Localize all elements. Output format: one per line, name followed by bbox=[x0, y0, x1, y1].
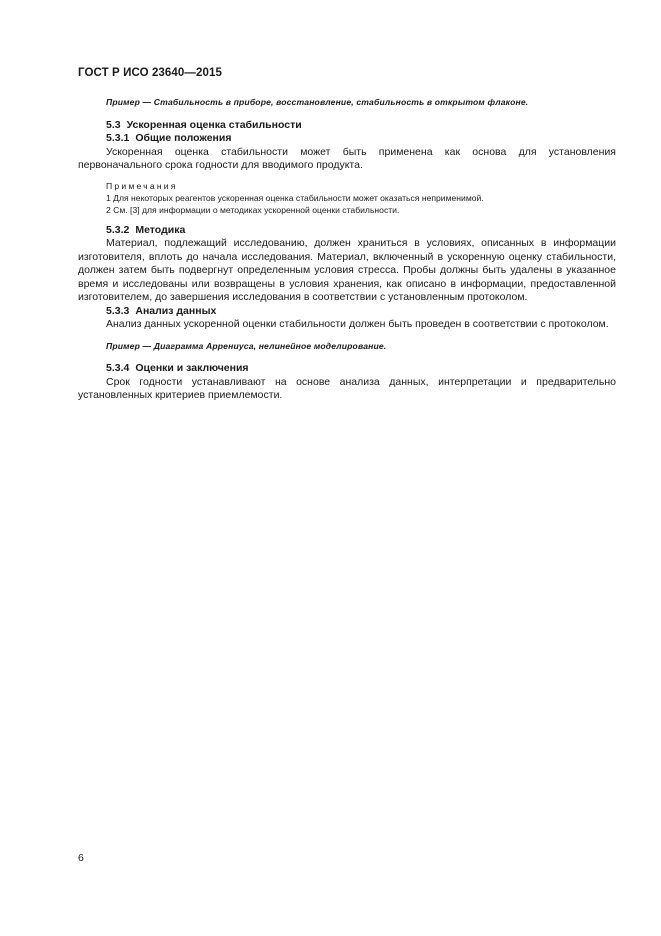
section-5-3-4-number: 5.3.4 bbox=[106, 362, 130, 374]
section-5-3-3-heading bbox=[78, 305, 616, 319]
example-2-lead: Пример — bbox=[106, 340, 152, 351]
section-5-3-2-heading bbox=[78, 224, 616, 238]
section-5-3-4-title: Оценки и заключения bbox=[135, 362, 249, 374]
section-5-3-2-body: Материал, подлежащий исследованию, должен храниться в условиях, описанных в информации изготовителя, вплоть до начала исследования. Материал, включенный в ускоренную оценку стабильности, должен затем быть подвергнут определенным условия стресса. Пробы должны быть удалены в указанное время и исследованы или возвращены в условия хранения, как описано в информации, предоставленной изготовителем, до завершения исследования в соответствии с установленным протоколом. bbox=[78, 237, 616, 303]
notes-title: Примечания bbox=[106, 180, 178, 191]
page-header: ГОСТ Р ИСО 23640—2015 bbox=[78, 67, 223, 79]
section-5-3-3-title: Анализ данных bbox=[135, 304, 217, 317]
example-2-text: Диаграмма Аррениуса, нелинейное моделирование. bbox=[153, 340, 387, 351]
document-body bbox=[78, 96, 616, 403]
section-5-3-4-heading bbox=[78, 362, 616, 376]
section-5-3-3-number: 5.3.3 bbox=[106, 304, 130, 317]
section-5-3-1-number: 5.3.1 bbox=[106, 132, 130, 144]
page-number: 6 bbox=[78, 852, 84, 864]
section-5-3-2-number: 5.3.2 bbox=[106, 223, 130, 236]
notes-block bbox=[78, 180, 616, 216]
section-5-3-1-body: Ускоренная оценка стабильности может быть применена как основа для установления первоначального срока годности для вводимого продукта. bbox=[78, 145, 616, 171]
example-2 bbox=[78, 340, 616, 354]
note-item-1: 1 Для некоторых реагентов ускоренная оценка стабильности может оказаться неприменимой. bbox=[106, 192, 484, 203]
note-item-2: 2 См. [3] для информации о методиках ускоренной оценки стабильности. bbox=[106, 204, 400, 215]
section-5-3-4-body: Срок годности устанавливают на основе анализа данных, интерпретации и предварительно установленных критериев приемлемости. bbox=[78, 375, 616, 401]
section-5-3-2-title: Методика bbox=[135, 223, 186, 236]
section-5-3-title: Ускоренная оценка стабильности bbox=[126, 118, 302, 131]
example-1 bbox=[78, 96, 616, 110]
section-5-3-heading bbox=[78, 119, 616, 133]
section-5-3-3-body: Анализ данных ускоренной оценки стабильности должен быть проведен в соответствии с протоколом. bbox=[106, 318, 609, 330]
example-1-text: Стабильность в приборе, восстановление, стабильность в открытом флаконе. bbox=[153, 97, 529, 107]
section-5-3-1-title: Общие положения bbox=[135, 132, 232, 144]
section-5-3-1-heading bbox=[78, 132, 616, 146]
section-5-3-number: 5.3 bbox=[106, 118, 121, 131]
example-1-lead: Пример — bbox=[106, 97, 152, 107]
